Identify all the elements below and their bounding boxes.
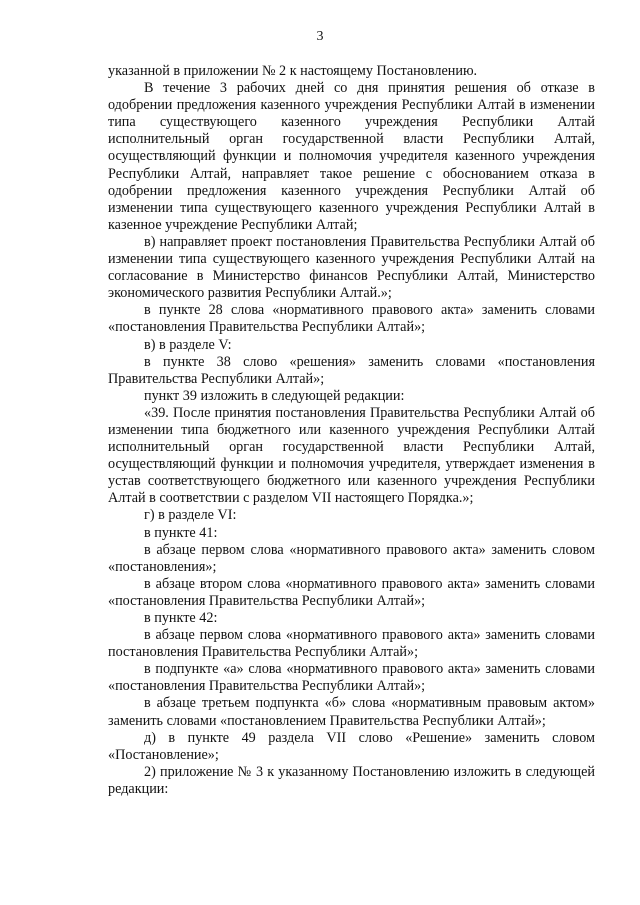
paragraph-point-42: в пункте 42: — [144, 610, 218, 626]
paragraph-subpoint-a: в подпункте «а» слова «нормативного правового акта» заменить словами «постановления Правительства Республики Алтай»; — [108, 661, 595, 695]
paragraph-point-28: в пункте 28 слова «нормативного правового акта» заменить словами «постановления Правительства Республики Алтай»; — [108, 302, 595, 336]
paragraph-point-39-intro: пункт 39 изложить в следующей редакции: — [144, 387, 405, 404]
paragraph-point-41-first: в абзаце первом слова «нормативного правового акта» заменить словом «постановления»; — [108, 541, 595, 575]
page-number: 3 — [316, 29, 324, 44]
paragraph-item-v-project: в) направляет проект постановления Правительства Республики Алтай об изменении типа существующего казенного учреждения Республики Алтай на согласование в Министерство финансов Республики Алтай, Министерство экономического развития Республики Алтай.»; — [108, 233, 595, 302]
paragraph-point-41: в пункте 41: — [144, 524, 218, 541]
paragraph-continuation: указанной в приложении № 2 к настоящему Постановлению. — [108, 63, 478, 79]
paragraph-point-39-text: «39. После принятия постановления Правительства Республики Алтай об изменении типа бюджетного или казенного учреждения Республики Алтай исполнительный орган государственной власти Республики Алтай, осуществляющий функции и полномочия учредителя, утверждает изменения в устав соответствующего бюджетного или казенного учреждения Республики Алтай в соответствии с разделом VII настоящего Порядка.»; — [108, 404, 595, 507]
paragraph-subpoint-b: в абзаце третьем подпункта «б» слова «нормативным правовым актом» заменить словами «постановлением Правительства Республики Алтай»; — [108, 695, 595, 729]
paragraph-point-41-second: в абзаце втором слова «нормативного правового акта» заменить словами «постановления Правительства Республики Алтай»; — [108, 575, 595, 609]
paragraph-appendix-3: 2) приложение № 3 к указанному Постановлению изложить в следующей редакции: — [108, 763, 595, 797]
paragraph-point-42-first: в абзаце первом слова «нормативного правового акта» заменить словами постановления Правительства Республики Алтай»; — [108, 627, 595, 661]
paragraph-section-vi: г) в разделе VI: — [144, 507, 237, 524]
document-body — [108, 63, 595, 798]
paragraph-section-v: в) в разделе V: — [144, 336, 232, 353]
paragraph-point-38: в пункте 38 слово «решения» заменить словами «постановления Правительства Республики Алтай»; — [108, 353, 595, 387]
paragraph-point-49: д) в пункте 49 раздела VII слово «Решение» заменить словом «Постановление»; — [108, 729, 595, 763]
paragraph-refusal-procedure: В течение 3 рабочих дней со дня принятия решения об отказе в одобрении предложения казенного учреждения Республики Алтай в изменении типа существующего казенного учреждения Республики Алтай исполнительный орган государственной власти Республики Алтай, осуществляющий функции и полномочия учредителя казенного учреждения Республики Алтай, направляет такое решение с обоснованием отказа в одобрении предложения казенного учреждения Республики Алтай об изменении типа существующего казенного учреждения Республики Алтай в казенное учреждение Республики Алтай; — [108, 80, 595, 233]
